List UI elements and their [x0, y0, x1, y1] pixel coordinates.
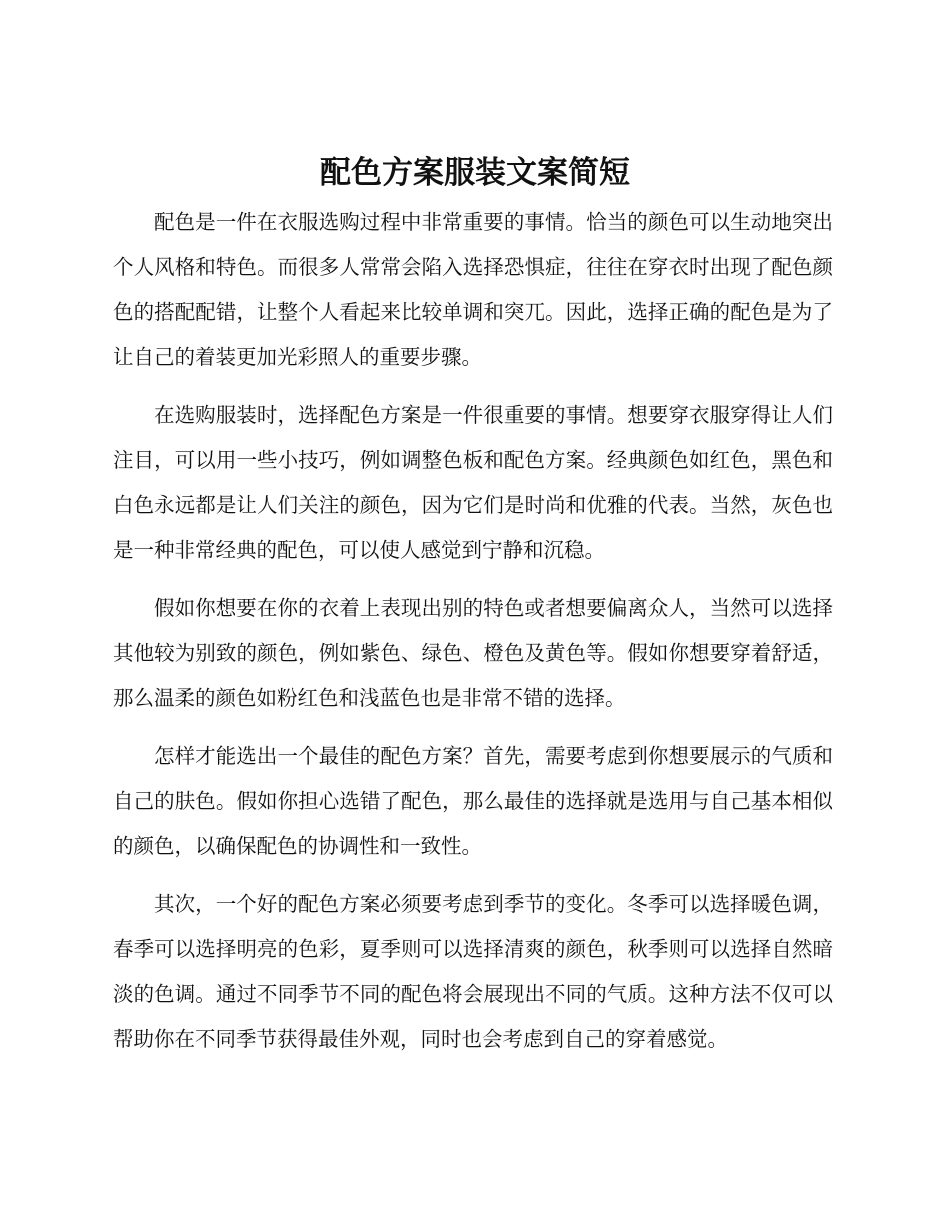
paragraph-4: 怎样才能选出一个最佳的配色方案？首先，需要考虑到你想要展示的气质和自己的肤色。假如你担心选错了配色，那么最佳的选择就是选用与自己基本相似的颜色，以确保配色的协调性和一致性。 — [113, 744, 833, 858]
paragraph-2: 在选购服装时，选择配色方案是一件很重要的事情。想要穿衣服穿得让人们注目，可以用一些小技巧，例如调整色板和配色方案。经典颜色如红色，黑色和白色永远都是让人们关注的颜色，因为它们是时尚和优雅的代表。当然，灰色也是一种非常经典的配色，可以使人感觉到宁静和沉稳。 — [113, 403, 833, 562]
paragraph-3: 假如你想要在你的衣着上表现出别的特色或者想要偏离众人，当然可以选择其他较为别致的颜色，例如紫色、绿色、橙色及黄色等。假如你想要穿着舒适，那么温柔的颜色如粉红色和浅蓝色也是非常不错的选择。 — [113, 596, 833, 710]
document-body — [113, 200, 833, 1075]
paragraph-5: 其次，一个好的配色方案必须要考虑到季节的变化。冬季可以选择暖色调，春季可以选择明亮的色彩，夏季则可以选择清爽的颜色，秋季则可以选择自然暗淡的色调。通过不同季节不同的配色将会展现出不同的气质。这种方法不仅可以帮助你在不同季节获得最佳外观，同时也会考虑到自己的穿着感觉。 — [113, 892, 833, 1051]
paragraph-1: 配色是一件在衣服选购过程中非常重要的事情。恰当的颜色可以生动地突出个人风格和特色。而很多人常常会陷入选择恐惧症，往往在穿衣时出现了配色颜色的搭配配错，让整个人看起来比较单调和突兀。因此，选择正确的配色是为了让自己的着装更加光彩照人的重要步骤。 — [113, 210, 833, 369]
document-title: 配色方案服装文案简短 — [320, 155, 630, 191]
